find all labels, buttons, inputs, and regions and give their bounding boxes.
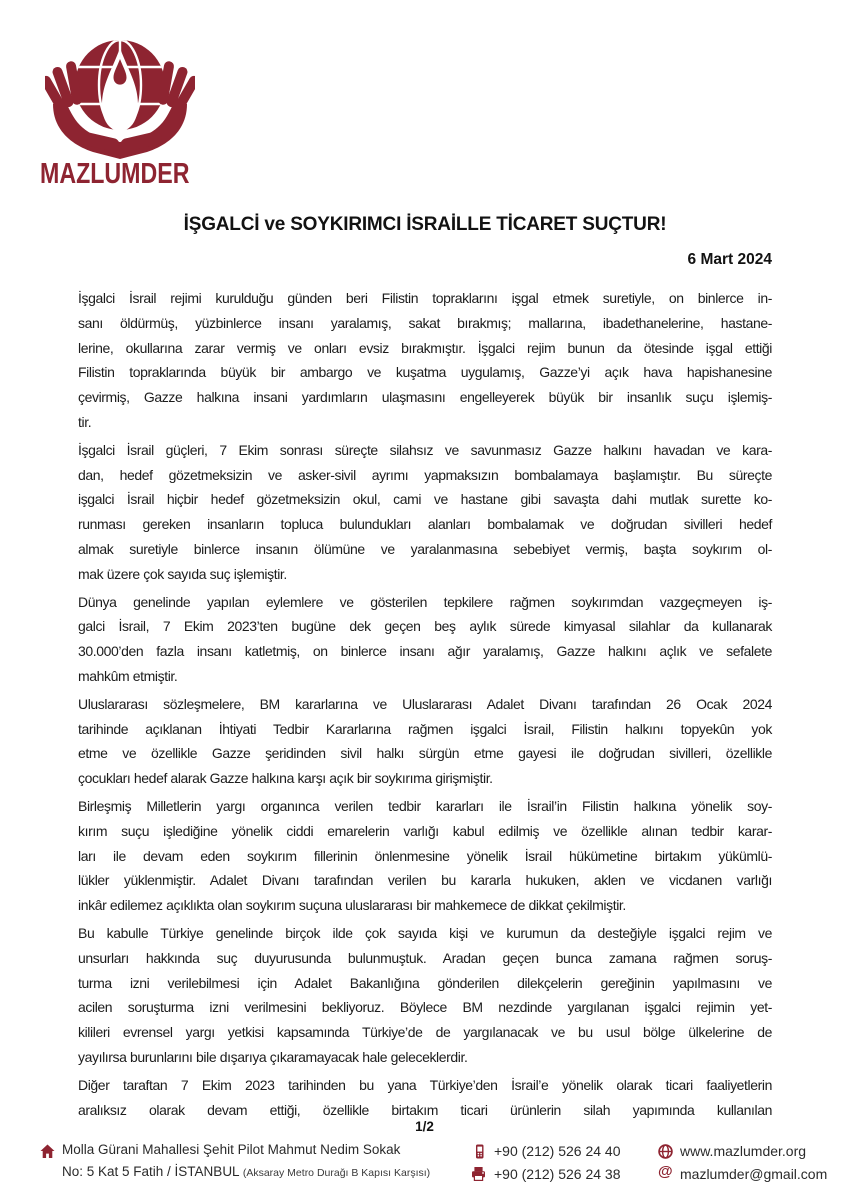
footer-phone: +90 (212) 526 24 40 — [494, 1143, 621, 1159]
text-line: dan, hedef gözetmeksizin ve asker-sivil ayrımı yapmaksızın bombalamaya başlamıştır. Bu süreçte — [78, 466, 772, 483]
footer-address-line1: Molla Gürani Mahallesi Şehit Pilot Mahmut Nedim Sokak — [62, 1142, 401, 1157]
paragraph-2 — [78, 438, 772, 587]
footer-email: mazlumder@gmail.com — [680, 1166, 828, 1182]
text-line: mahkûm etmiştir. — [78, 667, 178, 684]
house-icon — [40, 1144, 55, 1159]
footer-address-line2-text: No: 5 Kat 5 Fatih / İSTANBUL — [62, 1164, 240, 1179]
page-number: 1/2 — [415, 1119, 434, 1134]
footer-address-line2 — [62, 1164, 430, 1179]
paragraph-7 — [78, 1073, 772, 1123]
text-line: Birleşmiş Milletlerin yargı organınca verilen tedbir kararları ile İsrail’in Filistin halkına yönelik soy- — [78, 797, 772, 814]
paragraph-3 — [78, 590, 772, 689]
text-line: lerine, okullarına zarar vermiş ve onları evsiz bırakmıştır. İşgalci rejim bunun da ötesinde işgal ettiği — [78, 339, 772, 356]
text-line: galci İsrail, 7 Ekim 2023’ten bugüne dek geçen beş aylık sürede kimyasal silahlar da kullanarak — [78, 618, 772, 635]
text-line: kırım suçu işlediğine yönelik ciddi emarelerin varlığı kabul edilmiş ve özellikle alınan tedbir karar- — [78, 822, 772, 839]
text-line: kilileri evrensel yargı yetkisi kapsamında Türkiye’de de yargılanacak ve bu usul bölge ülkelerine de — [78, 1024, 772, 1041]
fax-icon — [471, 1166, 486, 1181]
text-line: sanı öldürmüş, yüzbinlerce insanı yaralamış, sakat bırakmış; mallarına, ibadethanelerine, hastane- — [78, 314, 772, 331]
text-line: runması gereken insanların topluca bulundukları alanları bombalamak ve doğrudan sivilleri hedef — [78, 516, 772, 533]
paragraph-4 — [78, 692, 772, 791]
paragraph-6 — [78, 921, 772, 1070]
text-line: Uluslararası sözleşmelere, BM kararlarına ve Uluslararası Adalet Divanı tarafından 26 Ocak 2024 — [78, 695, 772, 712]
text-line: etme ve özellikle Gazze şeridinden sivil halkı sürgün etme gayesi ile doğrudan sivilleri, özellikle — [78, 745, 772, 762]
text-line: Diğer taraftan 7 Ekim 2023 tarihinden bu yana Türkiye’den İsrail’e yönelik olarak ticari faaliyetlerin — [78, 1076, 772, 1093]
text-line: ları ile devam eden soykırım fillerinin önlenmesine yönelik İsrail hükümetine birtakım yükümlü- — [78, 847, 772, 864]
paragraph-5 — [78, 794, 772, 918]
text-line: çevirmiş, Gazze halkına insani yardımların ulaşmasını engelleyerek büyük bir insanlık suçu işlemiş- — [78, 389, 772, 406]
text-line: çocukları hedef alarak Gazze halkına karşı açık bir soykırıma girişmiştir. — [78, 770, 493, 787]
document-date: 6 Mart 2024 — [687, 251, 772, 268]
phone-icon — [472, 1144, 487, 1159]
document-title: İŞGALCİ ve SOYKIRIMCI İSRAİLLE TİCARET SUÇTUR! — [183, 214, 667, 235]
text-line: aralıksız olarak devam ettiği, özellikle birtakım ticari ürünlerin silah yapımında kullanılan — [78, 1101, 772, 1118]
text-line: Filistin topraklarında büyük bir ambargo ve kuşatma uygulamış, Gazze’yi açık hava hapishanesine — [78, 364, 772, 381]
text-line: İşgalci İsrail rejimi kurulduğu günden beri Filistin topraklarını işgal etmek suretiyle, on binlerce in- — [78, 290, 772, 306]
text-line: acilen soruşturma izni verilmesini bekliyoruz. Böylece BM nezdinde yargılanan işgalci rejimin yet- — [78, 999, 772, 1016]
text-line: lükler yüklenmiştir. Adalet Divanı tarafından verilen bu kararla hukuken, aklen ve vicdanen varlığı — [78, 872, 772, 889]
text-line: Bu kabulle Türkiye genelinde birçok ilde çok sayıda kişi ve kurumun da desteğiyle işgalci rejim ve — [78, 924, 772, 941]
text-line: unsurları hakkında suç duyurusunda bulunmuştuk. Aradan geçen bunca zamana rağmen soruş- — [78, 949, 772, 966]
text-line: Dünya genelinde yapılan eylemlere ve gösterilen tepkilere rağmen soykırımdan vazgeçmeyen iş- — [78, 593, 772, 610]
text-line: inkâr edilemez açıklıkta olan soykırım suçuna uluslararası bir mahkemece de dikkat çekilmiştir. — [78, 897, 626, 914]
logo-wordmark: MAZLUMDER — [40, 158, 190, 190]
text-line: yayılırsa burunlarını bile dışarıya çıkaramayacak hale geleceklerdir. — [78, 1048, 468, 1065]
paragraph-1 — [78, 286, 772, 435]
document-body — [78, 286, 772, 1125]
text-line: turma izni verilebilmesi için Adalet Bakanlığına gönderilen dilekçelerin gereğinin yapılmasını ve — [78, 974, 772, 991]
at-icon: @ — [658, 1163, 673, 1180]
globe-icon — [658, 1144, 673, 1159]
mazlumder-logo-icon — [45, 28, 195, 160]
footer-website: www.mazlumder.org — [680, 1143, 807, 1159]
footer-address-note: (Aksaray Metro Durağı B Kapısı Karşısı) — [242, 1167, 431, 1179]
text-line: İşgalci İsrail güçleri, 7 Ekim sonrası süreçte silahsız ve savunmasız Gazze halkını havadan ve kara- — [78, 441, 772, 458]
text-line: işgalci İsrail hiçbir hedef gözetmeksizin okul, cami ve hastane gibi savaşta dahi mutlak surette ko- — [78, 491, 772, 508]
text-line: tir. — [78, 413, 92, 430]
text-line: 30.000’den fazla insanı katletmiş, on binlerce insanı ağır yaralamış, Gazze halkını açlık ve sefalete — [78, 643, 772, 660]
text-line: mak üzere çok sayıda suç işlemiştir. — [78, 565, 287, 582]
text-line: almak suretiyle binlerce insanın ölümüne ve yaralanmasına sebebiyet vermiş, başta soykırım ol- — [78, 540, 772, 557]
footer-fax: +90 (212) 526 24 38 — [494, 1166, 621, 1182]
text-line: tarihinde açıklanan İhtiyati Tedbir Kararlarına rağmen işgalci İsrail, Filistin halkını topyekûn yok — [78, 720, 772, 737]
